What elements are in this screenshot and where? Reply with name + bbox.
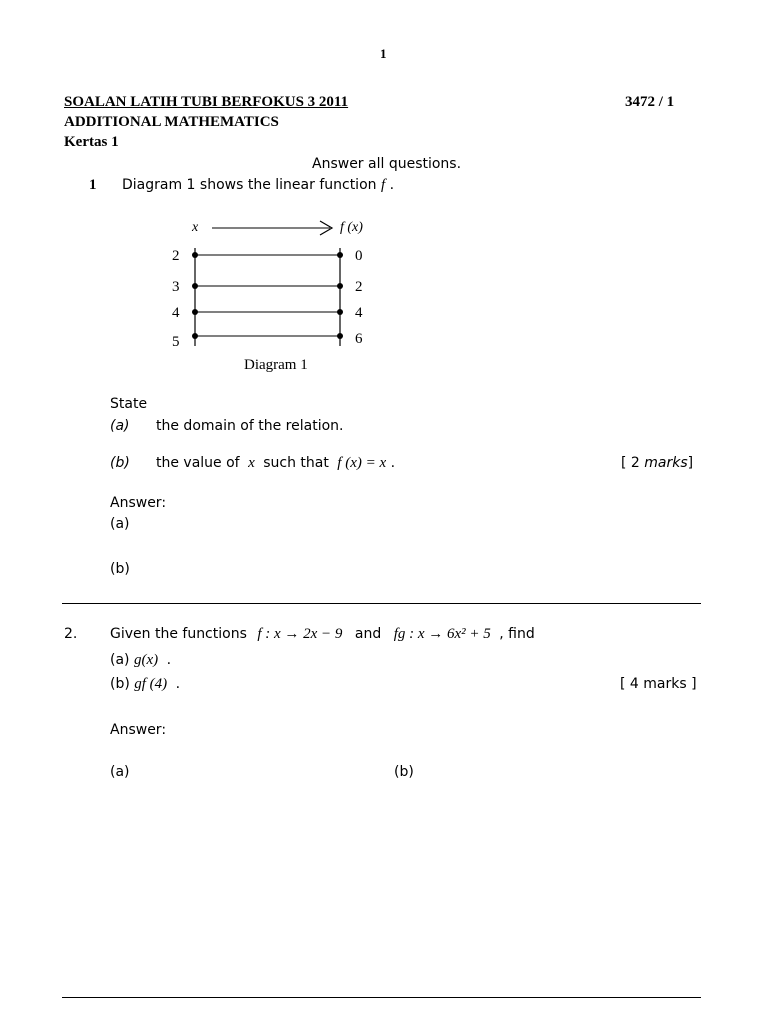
q2-given: Given the functions [110, 626, 247, 642]
domain-point [192, 333, 198, 339]
domain-value: 3 [172, 279, 180, 295]
page-number: 1 [380, 46, 387, 61]
q1-answer-b: (b) [110, 561, 130, 577]
diagram-x-label: x [192, 220, 199, 235]
q2-part-a-expr: g(x) [133, 652, 159, 668]
subject-title: ADDITIONAL MATHEMATICS [64, 114, 279, 130]
q2-part-b-expr: gf (4) [134, 676, 168, 692]
q2-number: 2. [64, 626, 78, 642]
domain-point [192, 309, 198, 315]
q1-part-b-dot: . [390, 455, 396, 471]
codomain-value: 0 [355, 248, 363, 264]
domain-value: 5 [172, 334, 180, 350]
q2-fg-expr: fg : x → 6x² + 5 [393, 626, 491, 642]
q1-part-b-prefix: the value of [156, 455, 240, 471]
q1-stem [122, 177, 394, 194]
q1-answer-a: (a) [110, 516, 130, 532]
q1-marks-open: [ 2 [621, 455, 640, 471]
bottom-divider [62, 997, 701, 998]
q1-marks-close: ] [687, 455, 694, 471]
q2-f-expr: f : x → 2x − 9 [257, 626, 343, 642]
q1-part-b-label: (b) [110, 455, 130, 471]
q2-answer-label: Answer: [110, 722, 167, 738]
codomain-value: 4 [355, 305, 363, 321]
instruction: Answer all questions. [312, 156, 462, 172]
diagram-caption: Diagram 1 [244, 357, 308, 373]
domain-value: 4 [172, 305, 180, 321]
paper-name: Kertas 1 [64, 134, 119, 150]
q1-part-a-text: the domain of the relation. [156, 418, 344, 434]
q1-part-b-mid: such that [263, 455, 329, 471]
domain-point [192, 252, 198, 258]
q1-number: 1 [89, 177, 97, 193]
q2-part-b-label: (b) [110, 676, 130, 692]
q1-marks-word: marks [644, 455, 688, 471]
q1-part-a-label: (a) [110, 418, 130, 434]
q2-part-a-label: (a) [110, 652, 130, 668]
q1-stem-dot: . [389, 177, 395, 193]
q1-part-b-text [156, 455, 395, 472]
codomain-point [337, 309, 343, 315]
section-divider [62, 603, 701, 604]
exam-title: SOALAN LATIH TUBI BERFOKUS 3 2011 [64, 94, 349, 110]
q1-marks [621, 455, 693, 471]
q2-answer-b: (b) [394, 764, 414, 780]
q1-part-b-expr: f (x) = x [337, 455, 387, 471]
q2-part-b [110, 676, 180, 693]
q1-answer-label: Answer: [110, 495, 167, 511]
codomain-point [337, 252, 343, 258]
q1-state: State [110, 396, 148, 412]
codomain-value: 6 [355, 331, 363, 347]
q1-part-b-var: x [248, 455, 255, 471]
q2-and: and [354, 626, 382, 642]
q1-stem-var: f [380, 177, 386, 193]
q2-answer-a: (a) [110, 764, 130, 780]
q2-part-a-dot: . [166, 652, 172, 668]
codomain-point [337, 333, 343, 339]
q1-stem-text: Diagram 1 shows the linear function [122, 177, 377, 193]
domain-value: 2 [172, 248, 180, 264]
codomain-value: 2 [355, 279, 363, 295]
q2-part-b-dot: . [175, 676, 181, 692]
q2-part-a [110, 652, 171, 669]
codomain-point [337, 283, 343, 289]
q2-stem [110, 626, 535, 643]
diagram-fx-label: f (x) [340, 220, 363, 235]
paper-code: 3472 / 1 [625, 94, 675, 110]
q2-find: , find [499, 626, 535, 642]
domain-point [192, 283, 198, 289]
q2-marks: [ 4 marks ] [620, 676, 697, 692]
